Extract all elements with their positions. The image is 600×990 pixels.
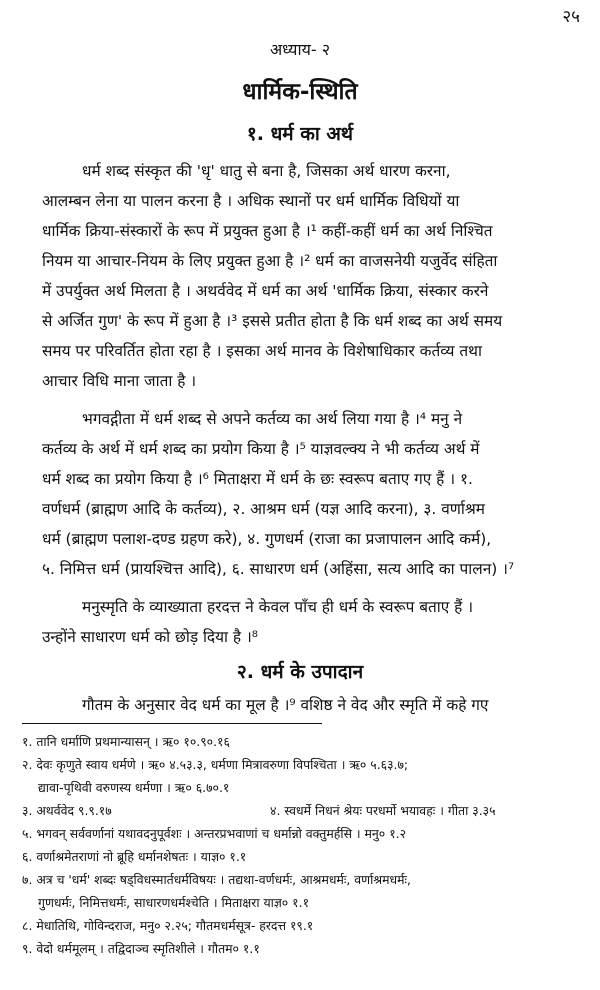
- page-title: धार्मिक-स्थिति: [242, 79, 358, 105]
- body-line: धर्म शब्द का प्रयोग किया है ।⁶ मिताक्षरा में धर्म के छः स्वरूप बताए गए हैं । १.: [42, 470, 473, 488]
- body-line: वर्णधर्म (ब्राह्मण आदि के कर्तव्य), २. आश्रम धर्म (यज्ञ आदि करना), ३. वर्णाश्रम: [42, 500, 485, 518]
- section-heading-2: २. धर्म के उपादान: [236, 661, 364, 683]
- body-line: धार्मिक क्रिया-संस्कारों के रूप में प्रयुक्त हुआ है ।¹ कहीं-कहीं धर्म का अर्थ निश्चित: [42, 222, 493, 240]
- body-line: ५. निमित्त धर्म (प्रायश्चित्त आदि), ६. साधारण धर्म (अहिंसा, सत्य आदि का पालन) ।⁷: [42, 560, 515, 578]
- body-line: से अर्जित गुण' के रूप में हुआ है ।³ इससे प्रतीत होता है कि धर्म शब्द का अर्थ समय: [42, 312, 503, 330]
- footnote: ८. मेधातिथि, गोविन्दराज, मनु० २.२५; गौतमधर्मसूत्र- हरदत्त १९.१: [22, 918, 314, 933]
- chapter-label: अध्याय- २: [269, 40, 331, 59]
- body-line: धर्म (ब्राह्मण पलाश-दण्ड ग्रहण करे), ४. गुणधर्म (राजा का प्रजापालन आदि कर्म),: [42, 530, 492, 548]
- footnote: ५. भगवन् सर्ववर्णानां यथावदनुपूर्वशः । अन्तरप्रभवाणां च धर्मान्नो वक्तुमर्हसि । मनु० १.२: [22, 826, 407, 841]
- body-line: आलम्बन लेना या पालन करना है । अधिक स्थानों पर धर्म धार्मिक विधियों या: [42, 192, 460, 210]
- body-line: भगवद्गीता में धर्म शब्द से अपने कर्तव्य का अर्थ लिया गया है ।⁴ मनु ने: [82, 410, 463, 428]
- body-line: धर्म शब्द संस्कृत की 'धृ' धातु से बना है, जिसका अर्थ धारण करना,: [82, 162, 451, 180]
- body-line: आचार विधि माना जाता है ।: [42, 372, 197, 390]
- body-line: मनुस्मृति के व्याख्याता हरदत्त ने केवल पाँच ही धर्म के स्वरूप बताए हैं ।: [82, 598, 474, 616]
- footnote-separator: [22, 723, 322, 724]
- footnote: ९. वेदो धर्ममूलम् । तद्विदाञ्च स्मृतिशीले । गौतम० १.१: [22, 941, 260, 956]
- body-line: समय पर परिवर्तित होता रहा है । इसका अर्थ मानव के विशेषाधिकार कर्तव्य तथा: [42, 342, 482, 360]
- body-line: उन्होंने साधारण धर्म को छोड़ दिया है ।⁸: [42, 628, 258, 646]
- footnote: २. देवः कृणुते स्वाय धर्मणे । ऋ० ४.५३.३, धर्मणा मित्रावरुणा विपश्चिता । ऋ० ५.६३.७;: [22, 757, 409, 772]
- footnote: ६. वर्णाश्रमेतराणां नो ब्रूहि धर्मानशेषतः । याज्ञ० १.१: [22, 849, 247, 864]
- footnote: ७. अत्र च 'धर्म' शब्दः षड्विधस्मार्तधर्मविषयः । तद्यथा-वर्णधर्मः, आश्रमधर्मः, वर्णाश्रमधर्मः,: [22, 872, 411, 887]
- footnote: द्यावा-पृथिवी वरुणस्य धर्मणा । ऋ० ६.७०.१: [38, 780, 230, 795]
- footnote: गुणधर्मः, निमित्तधर्मः, साधारणधर्मश्चेति । मिताक्षरा याज्ञ० १.१: [38, 895, 310, 910]
- body-line: कर्तव्य के अर्थ में धर्म शब्द का प्रयोग किया है ।⁵ याज्ञवल्क्य ने भी कर्तव्य अर्थ में: [42, 440, 480, 458]
- body-line: गौतम के अनुसार वेद धर्म का मूल है ।⁹ वशिष्ठ ने वेद और स्मृति में कहे गए: [82, 696, 489, 714]
- footnote: ३. अथर्ववेद ९.९.१७: [22, 803, 112, 818]
- footnote: १. तानि धर्माणि प्रथमान्यासन् । ऋ० १०.९०.१६: [22, 734, 230, 749]
- body-line: नियम या आचार-नियम के लिए प्रयुक्त हुआ है ।² धर्म का वाजसनेयी यजुर्वेद संहिता: [42, 252, 498, 270]
- body-line: में उपर्युक्त अर्थ मिलता है । अथर्ववेद में धर्म का अर्थ 'धार्मिक क्रिया, संस्कार करने: [42, 282, 489, 300]
- footnote: ४. स्वधर्मे निधनं श्रेयः परधर्मो भयावहः । गीता ३.३५: [270, 803, 496, 818]
- section-heading-1: १. धर्म का अर्थ: [246, 123, 354, 145]
- page-number: २५: [562, 7, 580, 27]
